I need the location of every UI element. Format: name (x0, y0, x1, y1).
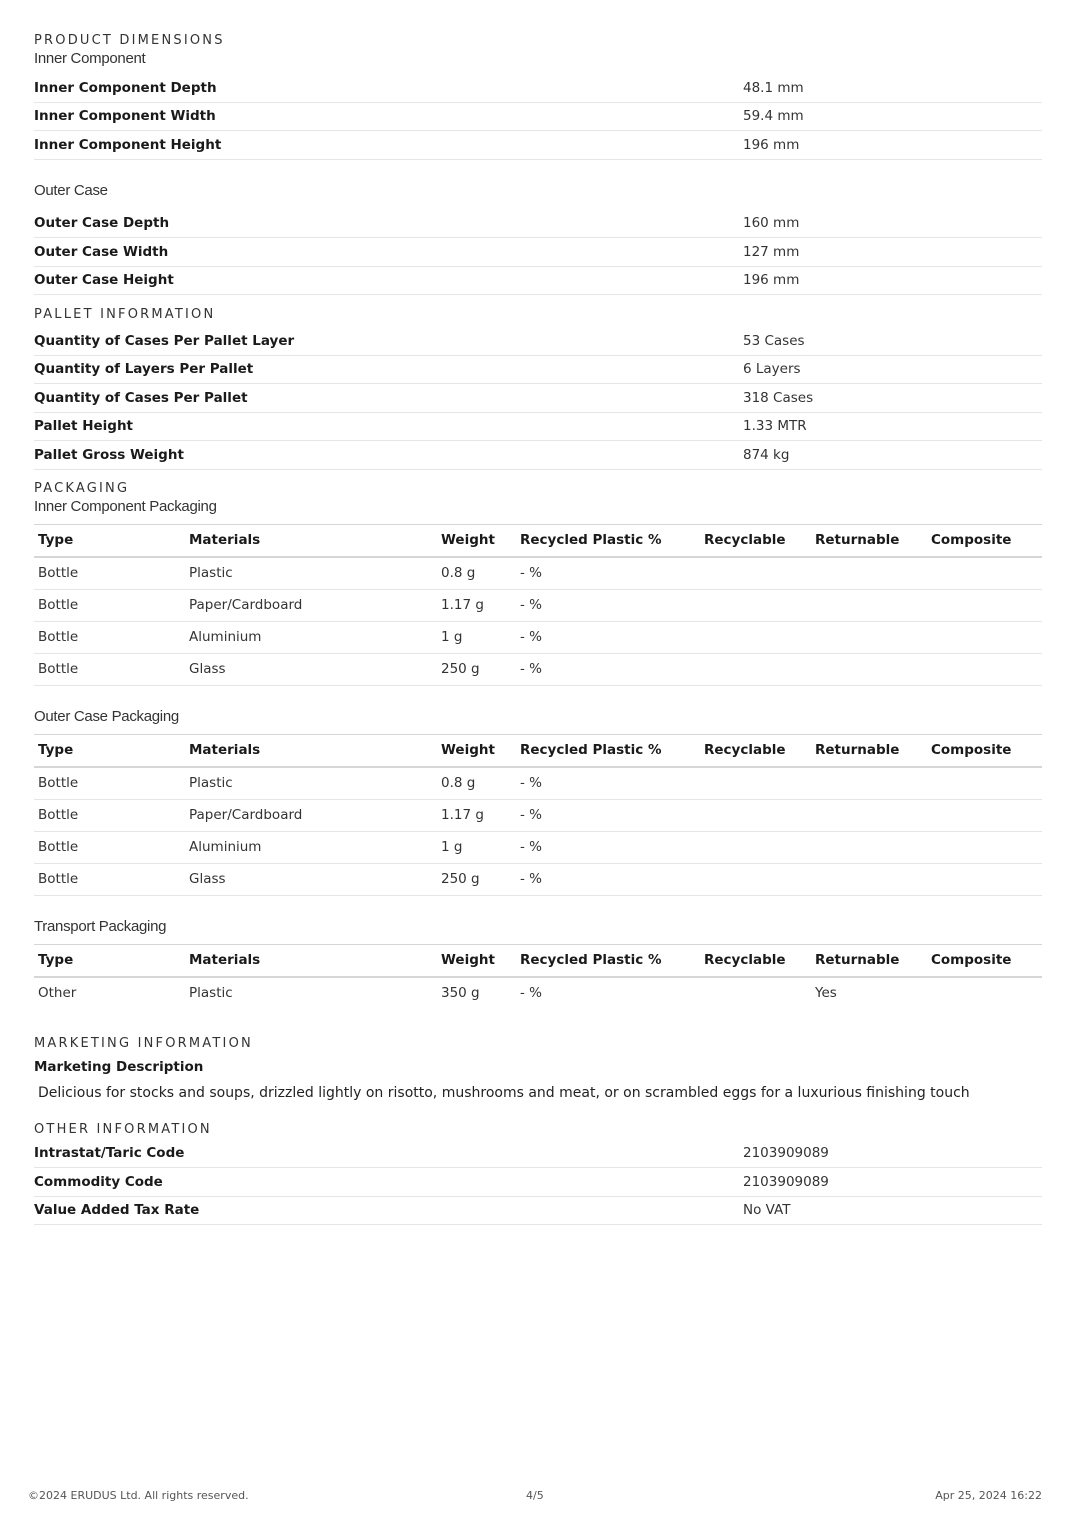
kv-row (34, 102, 1042, 131)
table-row (34, 621, 1042, 653)
cell-composite (927, 799, 1042, 831)
col-header-returnable: Returnable (811, 524, 927, 557)
col-header-materials: Materials (185, 944, 437, 977)
subtitle-inner-component-packaging: Inner Component Packaging (34, 497, 217, 515)
col-header-recyclable: Recyclable (700, 944, 811, 977)
cell-returnable (811, 557, 927, 590)
cell-recyclable (700, 589, 811, 621)
cell-recycled-plastic: - % (516, 831, 700, 863)
outer-packaging-table (34, 734, 1042, 896)
kv-value: 48.1 mm (743, 74, 1042, 102)
cell-weight: 250 g (437, 653, 516, 685)
cell-composite (927, 653, 1042, 685)
other-info-table (34, 1140, 1042, 1226)
kv-row (34, 131, 1042, 160)
cell-weight: 1.17 g (437, 589, 516, 621)
pallet-table (34, 327, 1042, 470)
cell-recyclable (700, 831, 811, 863)
col-header-weight: Weight (437, 944, 516, 977)
section-title-marketing-information: MARKETING INFORMATION (34, 1035, 253, 1051)
table-row (34, 653, 1042, 685)
cell-recycled-plastic: - % (516, 863, 700, 895)
subtitle-outer-case-packaging: Outer Case Packaging (34, 707, 179, 725)
cell-composite (927, 831, 1042, 863)
kv-key: Commodity Code (34, 1168, 743, 1197)
cell-type: Bottle (34, 799, 185, 831)
kv-value: 196 mm (743, 131, 1042, 160)
section-title-other-information: OTHER INFORMATION (34, 1121, 212, 1137)
kv-value: 2103909089 (743, 1168, 1042, 1197)
col-header-weight: Weight (437, 734, 516, 767)
subtitle-outer-case: Outer Case (34, 181, 108, 199)
table-row (34, 831, 1042, 863)
kv-value: 160 mm (743, 210, 1042, 238)
kv-row (34, 355, 1042, 384)
cell-materials: Aluminium (185, 831, 437, 863)
table-row (34, 799, 1042, 831)
kv-value: 59.4 mm (743, 102, 1042, 131)
cell-returnable (811, 589, 927, 621)
marketing-description-text: Delicious for stocks and soups, drizzled lightly on risotto, mushrooms and meat, or on scrambled eggs for a luxurious finishing touch (38, 1084, 970, 1101)
kv-key: Inner Component Height (34, 131, 743, 160)
kv-row (34, 441, 1042, 470)
table-row (34, 589, 1042, 621)
cell-materials: Plastic (185, 767, 437, 800)
kv-value: No VAT (743, 1196, 1042, 1225)
col-header-recycled-plastic: Recycled Plastic % (516, 734, 700, 767)
section-title-pallet-information: PALLET INFORMATION (34, 307, 216, 322)
inner-component-table (34, 74, 1042, 160)
table-row (34, 557, 1042, 590)
kv-value: 6 Layers (743, 355, 1042, 384)
cell-weight: 1.17 g (437, 799, 516, 831)
cell-recycled-plastic: - % (516, 653, 700, 685)
cell-recyclable (700, 767, 811, 800)
cell-recyclable (700, 557, 811, 590)
kv-key: Pallet Gross Weight (34, 441, 743, 470)
cell-materials: Glass (185, 863, 437, 895)
kv-value: 53 Cases (743, 327, 1042, 355)
kv-value: 2103909089 (743, 1140, 1042, 1168)
table-row (34, 977, 1042, 1009)
col-header-returnable: Returnable (811, 944, 927, 977)
cell-weight: 0.8 g (437, 767, 516, 800)
kv-key: Outer Case Height (34, 266, 743, 295)
footer-timestamp: Apr 25, 2024 16:22 (935, 1489, 1042, 1502)
subtitle-transport-packaging: Transport Packaging (34, 917, 167, 935)
col-header-weight: Weight (437, 524, 516, 557)
cell-materials: Plastic (189, 985, 233, 1001)
cell-type: Bottle (34, 653, 185, 685)
kv-key: Quantity of Cases Per Pallet (34, 384, 743, 413)
cell-returnable: Yes (815, 985, 837, 1001)
cell-materials: Aluminium (185, 621, 437, 653)
cell-materials: Glass (185, 653, 437, 685)
kv-row (34, 1196, 1042, 1225)
kv-key: Intrastat/Taric Code (34, 1140, 743, 1168)
kv-key: Value Added Tax Rate (34, 1196, 743, 1225)
kv-row (34, 1140, 1042, 1168)
kv-row (34, 74, 1042, 102)
col-header-composite: Composite (927, 944, 1042, 977)
cell-recyclable (700, 977, 811, 1009)
cell-composite (927, 767, 1042, 800)
col-header-recycled-plastic: Recycled Plastic % (516, 524, 700, 557)
cell-type: Bottle (34, 767, 185, 800)
col-header-materials: Materials (185, 524, 437, 557)
cell-recycled-plastic: - % (516, 589, 700, 621)
footer-page-number: 4/5 (526, 1489, 544, 1502)
section-title-packaging: PACKAGING (34, 480, 130, 496)
kv-value: 196 mm (743, 266, 1042, 295)
cell-returnable (811, 831, 927, 863)
cell-materials: Paper/Cardboard (185, 589, 437, 621)
cell-materials: Plastic (185, 557, 437, 590)
cell-returnable (811, 653, 927, 685)
cell-type: Other (38, 985, 77, 1001)
kv-value: 127 mm (743, 238, 1042, 267)
table-header-row (34, 734, 1042, 767)
cell-returnable (811, 799, 927, 831)
kv-row (34, 412, 1042, 441)
cell-composite (927, 557, 1042, 590)
subtitle-inner-component: Inner Component (34, 50, 146, 67)
cell-recyclable (700, 863, 811, 895)
footer-copyright: ©2024 ERUDUS Ltd. All rights reserved. (28, 1489, 249, 1502)
kv-row (34, 238, 1042, 267)
kv-row (34, 1168, 1042, 1197)
cell-recycled-plastic: - % (520, 985, 542, 1001)
table-row (34, 863, 1042, 895)
col-header-type: Type (34, 944, 185, 977)
col-header-recyclable: Recyclable (700, 524, 811, 557)
kv-row (34, 327, 1042, 355)
kv-key: Inner Component Width (34, 102, 743, 131)
cell-weight: 250 g (437, 863, 516, 895)
cell-weight: 1 g (437, 621, 516, 653)
cell-recycled-plastic: - % (516, 767, 700, 800)
kv-value: 1.33 MTR (743, 412, 1042, 441)
cell-weight: 0.8 g (437, 557, 516, 590)
cell-composite (927, 977, 1042, 1009)
cell-returnable (811, 767, 927, 800)
col-header-type: Type (34, 524, 185, 557)
cell-composite (927, 863, 1042, 895)
cell-composite (927, 589, 1042, 621)
kv-key: Outer Case Depth (34, 210, 743, 238)
section-title-product-dimensions: PRODUCT DIMENSIONS (34, 33, 225, 48)
col-header-composite: Composite (927, 524, 1042, 557)
table-header-row (34, 524, 1042, 557)
cell-type: Bottle (34, 589, 185, 621)
cell-recycled-plastic: - % (516, 557, 700, 590)
cell-recyclable (700, 799, 811, 831)
transport-packaging-table (34, 944, 1042, 1009)
cell-recyclable (700, 621, 811, 653)
outer-case-table (34, 210, 1042, 296)
cell-materials: Paper/Cardboard (185, 799, 437, 831)
table-row (34, 767, 1042, 800)
marketing-description-label: Marketing Description (34, 1058, 204, 1075)
col-header-composite: Composite (927, 734, 1042, 767)
cell-composite (927, 621, 1042, 653)
kv-key: Outer Case Width (34, 238, 743, 267)
kv-key: Pallet Height (34, 412, 743, 441)
kv-value: 318 Cases (743, 384, 1042, 413)
col-header-materials: Materials (185, 734, 437, 767)
cell-returnable (811, 863, 927, 895)
cell-type: Bottle (34, 863, 185, 895)
kv-row (34, 210, 1042, 238)
kv-key: Quantity of Cases Per Pallet Layer (34, 327, 743, 355)
cell-returnable (811, 621, 927, 653)
spec-page (34, 32, 1042, 1225)
cell-weight: 1 g (437, 831, 516, 863)
cell-recycled-plastic: - % (516, 799, 700, 831)
kv-key: Quantity of Layers Per Pallet (34, 355, 743, 384)
col-header-returnable: Returnable (811, 734, 927, 767)
table-header-row (34, 944, 1042, 977)
inner-packaging-table (34, 524, 1042, 686)
cell-type: Bottle (34, 831, 185, 863)
kv-row (34, 266, 1042, 295)
kv-value: 874 kg (743, 441, 1042, 470)
cell-type: Bottle (34, 621, 185, 653)
kv-key: Inner Component Depth (34, 74, 743, 102)
cell-recyclable (700, 653, 811, 685)
col-header-type: Type (34, 734, 185, 767)
col-header-recycled-plastic: Recycled Plastic % (516, 944, 700, 977)
kv-row (34, 384, 1042, 413)
cell-type: Bottle (34, 557, 185, 590)
cell-recycled-plastic: - % (516, 621, 700, 653)
col-header-recyclable: Recyclable (700, 734, 811, 767)
cell-weight: 350 g (441, 985, 480, 1001)
